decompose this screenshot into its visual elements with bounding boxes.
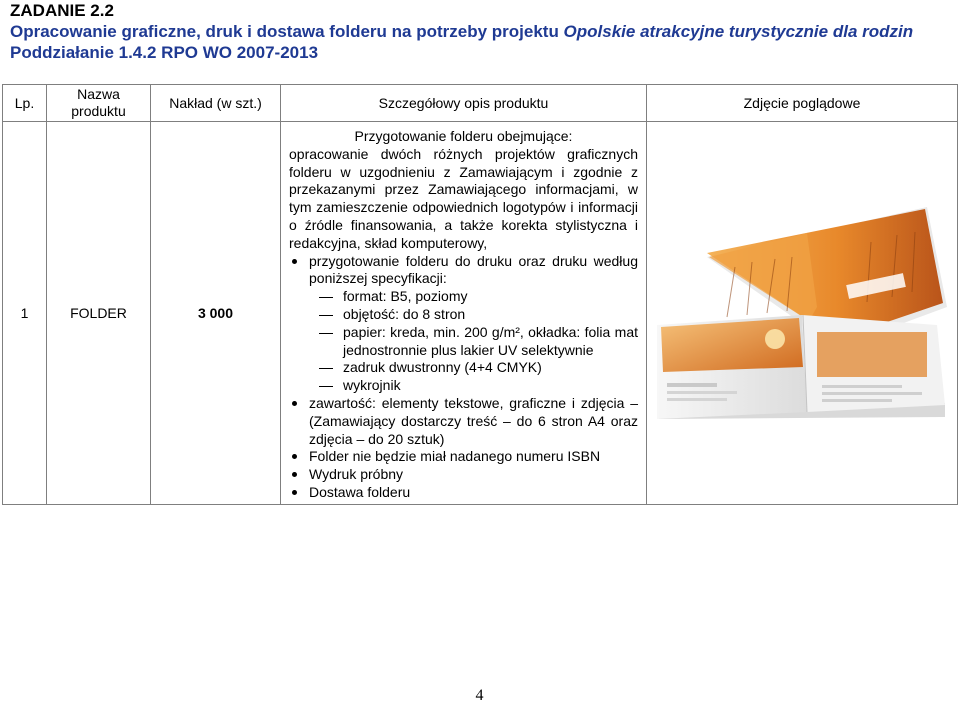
task-subtitle-text: Opracowanie graficzne, druk i dostawa folderu na potrzeby projektu — [10, 22, 564, 41]
task-subtitle — [10, 21, 950, 42]
product-spec-table — [2, 84, 958, 505]
desc-bullet-list — [289, 253, 638, 502]
list-item — [289, 253, 638, 395]
desc-scope: opracowanie dwóch różnych projektów graficznych folderu w uzgodnieniu z Zamawiającym i zgodnie z przekazanymi przez Zamawiającego informacjami, w tym zamieszczenie odpowiednich logotypów i informacji o źródle finansowania, a także korekta stylistyczna i redakcyjna, skład komputerowy, — [289, 145, 638, 251]
list-item: wykrojnik — [309, 377, 638, 395]
folder-photo — [647, 137, 957, 489]
header-description: Szczegółowy opis produktu — [281, 85, 647, 122]
document-heading — [10, 0, 950, 63]
header-product-name-line1: Nazwa — [77, 86, 120, 102]
task-program: Poddziałanie 1.4.2 RPO WO 2007-2013 — [10, 43, 319, 62]
bullet-print-spec: przygotowanie folderu do druku oraz druku według poniższej specyfikacji: — [309, 252, 638, 287]
cell-quantity: 3 000 — [151, 122, 281, 505]
list-item: objętość: do 8 stron — [309, 306, 638, 324]
header-product-name-line2: produktu — [71, 103, 126, 119]
cell-lp: 1 — [3, 122, 47, 505]
cell-photo — [647, 122, 958, 505]
list-item: format: B5, poziomy — [309, 288, 638, 306]
header-photo: Zdjęcie poglądowe — [647, 85, 958, 122]
folder-mockup-image — [657, 207, 947, 419]
header-product-name — [47, 85, 151, 122]
list-item: Wydruk próbny — [289, 466, 638, 484]
desc-intro: Przygotowanie folderu obejmujące: — [354, 128, 573, 144]
page-number: 4 — [475, 687, 484, 704]
list-item: zawartość: elementy tekstowe, graficzne i zdjęcia – (Zamawiający dostarczy treść – do 6 stron A4 oraz zdjęcia – do 20 sztuk) — [289, 395, 638, 448]
table-row — [3, 122, 958, 505]
header-quantity: Nakład (w szt.) — [151, 85, 281, 122]
cell-product-name: FOLDER — [47, 122, 151, 505]
table-header-row — [3, 85, 958, 122]
desc-dash-list — [309, 288, 638, 395]
task-title: ZADANIE 2.2 — [10, 1, 114, 20]
project-name: Opolskie atrakcyjne turystycznie dla rodzin — [563, 22, 914, 41]
list-item: Folder nie będzie miał nadanego numeru ISBN — [289, 448, 638, 466]
list-item: Dostawa folderu — [289, 484, 638, 502]
list-item: zadruk dwustronny (4+4 CMYK) — [309, 359, 638, 377]
list-item: papier: kreda, min. 200 g/m², okładka: folia mat jednostronnie plus lakier UV selektywnie — [309, 324, 638, 360]
cell-description — [281, 122, 647, 505]
header-lp: Lp. — [3, 85, 47, 122]
